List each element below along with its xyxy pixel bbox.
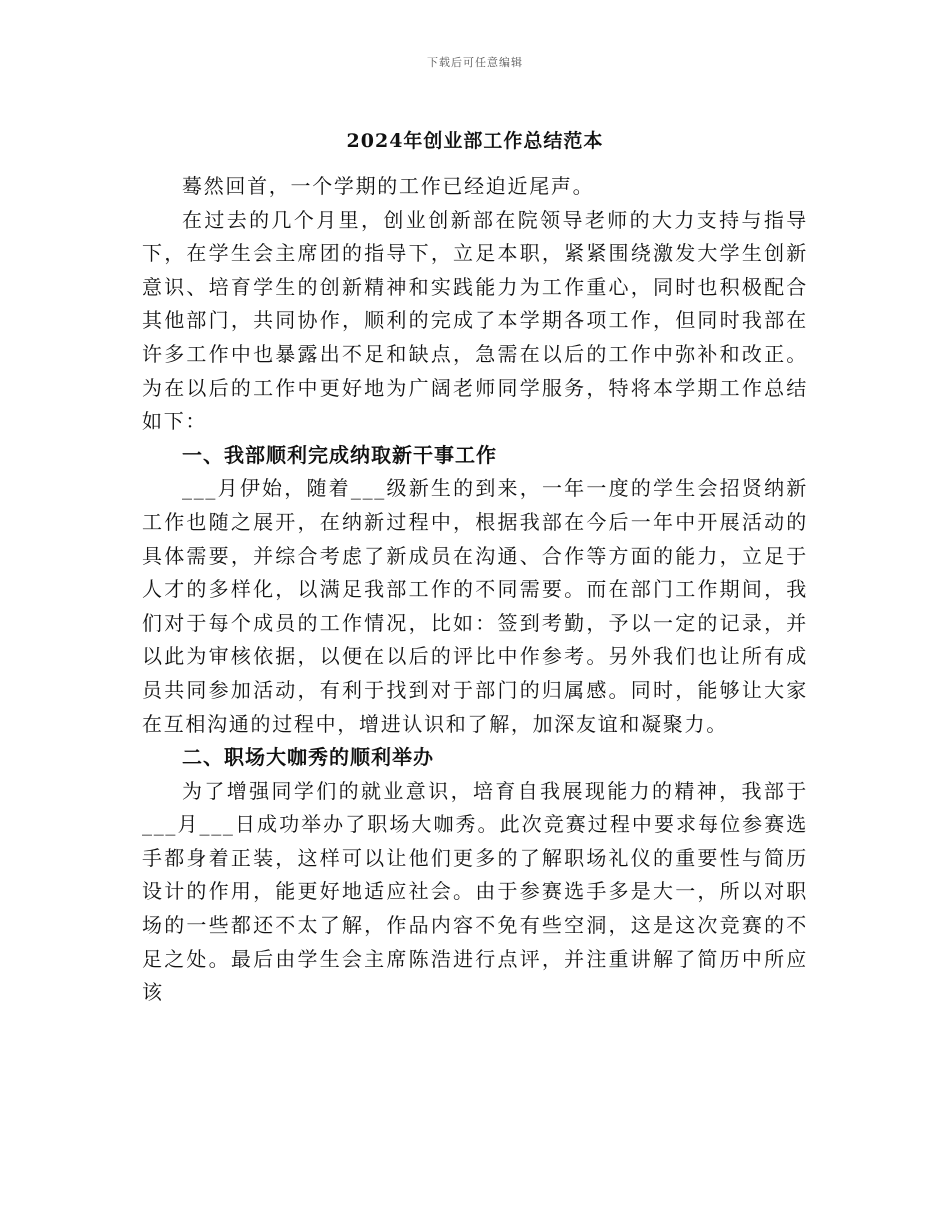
header-note: 下载后可任意编辑 — [427, 56, 523, 69]
section-2-paragraph: 为了增强同学们的就业意识，培育自我展现能力的精神，我部于___月___日成功举办了职场大咖秀。此次竞赛过程中要求每位参赛选手都身着正装，这样可以让他们更多的了解职场礼仪的重要性与简历设计的作用，能更好地适应社会。由于参赛选手多是大一，所以对职场的一些都还不太了解，作品内容不免有些空洞，这是这次竞赛的不足之处。最后由学生会主席陈浩进行点评，并注重讲解了简历中所应该 — [142, 778, 808, 1005]
section-2-heading: 二、职场大咖秀的顺利举办 — [182, 745, 434, 770]
overview-paragraph: 在过去的几个月里，创业创新部在院领导老师的大力支持与指导下，在学生会主席团的指导下，立足本职，紧紧围绕激发大学生创新意识、培育学生的创新精神和实践能力为工作重心，同时也积极配合其他部门，共同协作，顺利的完成了本学期各项工作，但同时我部在许多工作中也暴露出不足和缺点，急需在以后的工作中弥补和改正。为在以后的工作中更好地为广阔老师同学服务，特将本学期工作总结如下： — [142, 207, 808, 434]
section-1-heading: 一、我部顺利完成纳取新干事工作 — [182, 442, 497, 467]
document-body — [142, 170, 808, 1010]
intro-paragraph: 蓦然回首，一个学期的工作已经迫近尾声。 — [182, 174, 595, 198]
document-title: 2024年创业部工作总结范本 — [346, 130, 604, 152]
section-1-paragraph: ___月伊始，随着___级新生的到来，一年一度的学生会招贤纳新工作也随之展开，在纳新过程中，根据我部在今后一年中开展活动的具体需要，并综合考虑了新成员在沟通、合作等方面的能力，立足于人才的多样化，以满足我部工作的不同需要。而在部门工作期间，我们对于每个成员的工作情况，比如：签到考勤，予以一定的记录，并以此为审核依据，以便在以后的评比中作参考。另外我们也让所有成员共同参加活动，有利于找到对于部门的归属感。同时，能够让大家在互相沟通的过程中，增进认识和了解，加深友谊和凝聚力。 — [142, 476, 808, 736]
